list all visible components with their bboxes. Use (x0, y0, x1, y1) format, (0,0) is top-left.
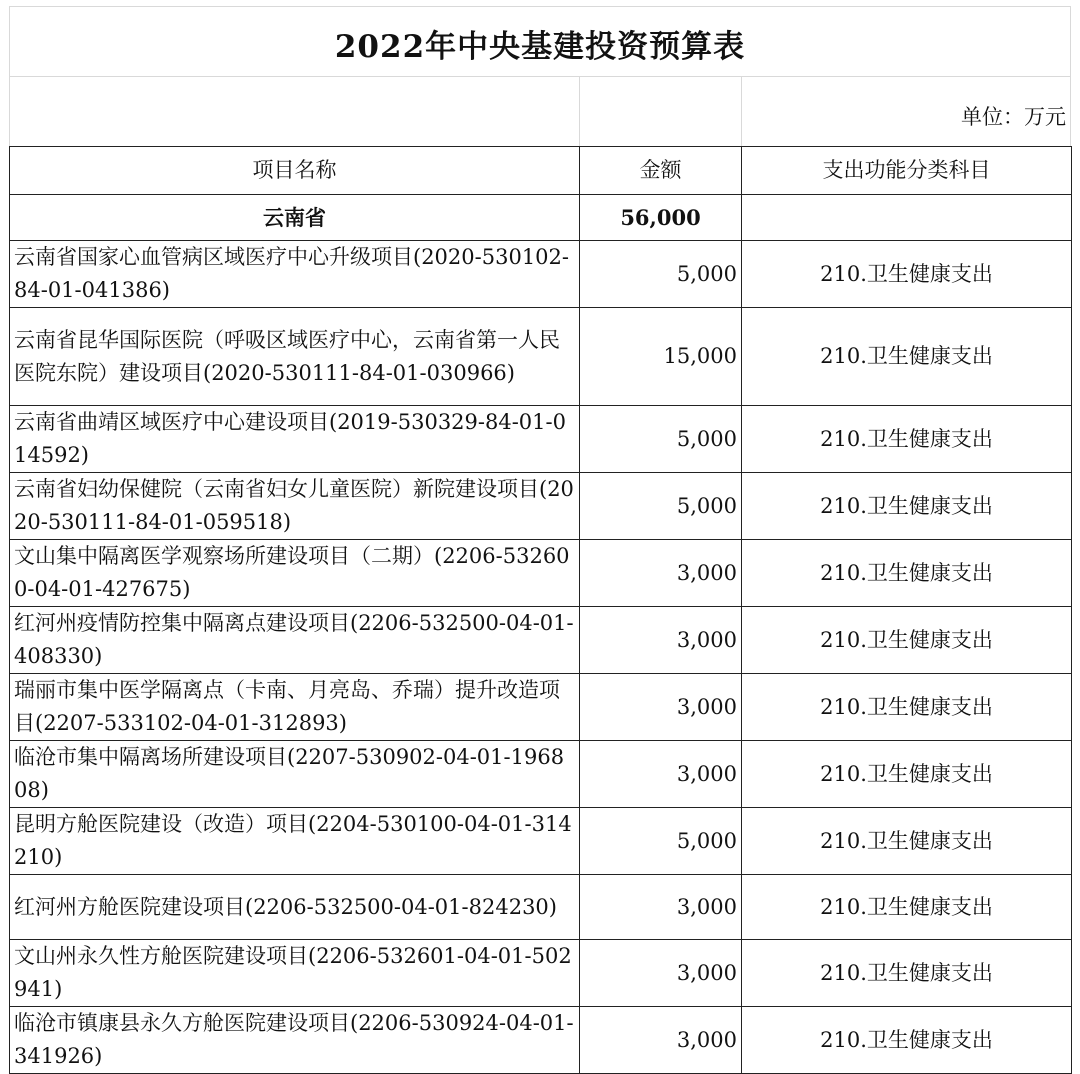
project-category: 210.卫生健康支出 (742, 607, 1072, 674)
project-amount: 5,000 (580, 808, 742, 875)
project-name: 云南省曲靖区域医疗中心建设项目(2019-530329-84-01-014592) (10, 406, 580, 473)
project-amount: 3,000 (580, 875, 742, 940)
project-category: 210.卫生健康支出 (742, 406, 1072, 473)
table-row (10, 940, 1072, 1007)
unit-label: 单位：万元 (961, 105, 1066, 129)
project-category: 210.卫生健康支出 (742, 241, 1072, 308)
project-name: 云南省妇幼保健院（云南省妇女儿童医院）新院建设项目(2020-530111-84-01-059518) (10, 473, 580, 540)
project-category: 210.卫生健康支出 (742, 674, 1072, 741)
grid-divider (741, 77, 742, 146)
project-amount: 3,000 (580, 607, 742, 674)
province-name: 云南省 (10, 195, 580, 241)
table-row (10, 406, 1072, 473)
page-title: 2022年中央基建投资预算表 (334, 29, 746, 65)
project-amount: 5,000 (580, 406, 742, 473)
project-name: 临沧市镇康县永久方舱医院建设项目(2206-530924-04-01-341926) (10, 1007, 580, 1074)
header-amount: 金额 (580, 147, 742, 195)
table-row (10, 241, 1072, 308)
project-category: 210.卫生健康支出 (742, 473, 1072, 540)
table-row (10, 875, 1072, 940)
project-category: 210.卫生健康支出 (742, 540, 1072, 607)
project-category: 210.卫生健康支出 (742, 808, 1072, 875)
province-total-row (10, 195, 1072, 241)
grid-divider (579, 77, 580, 146)
table-row (10, 607, 1072, 674)
title-row (9, 6, 1071, 77)
project-name: 瑞丽市集中医学隔离点（卡南、月亮岛、乔瑞）提升改造项目(2207-533102-04-01-312893) (10, 674, 580, 741)
project-name: 云南省国家心血管病区域医疗中心升级项目(2020-530102-84-01-041386) (10, 241, 580, 308)
table-row (10, 473, 1072, 540)
project-category: 210.卫生健康支出 (742, 1007, 1072, 1074)
table-row (10, 540, 1072, 607)
header-name: 项目名称 (10, 147, 580, 195)
project-amount: 3,000 (580, 674, 742, 741)
project-category: 210.卫生健康支出 (742, 741, 1072, 808)
budget-table (9, 146, 1072, 1074)
project-category: 210.卫生健康支出 (742, 940, 1072, 1007)
province-amount: 56,000 (580, 195, 742, 241)
project-amount: 3,000 (580, 540, 742, 607)
project-amount: 3,000 (580, 940, 742, 1007)
project-amount: 15,000 (580, 308, 742, 406)
project-name: 昆明方舱医院建设（改造）项目(2204-530100-04-01-314210) (10, 808, 580, 875)
project-amount: 3,000 (580, 741, 742, 808)
project-name: 文山集中隔离医学观察场所建设项目（二期）(2206-532600-04-01-427675) (10, 540, 580, 607)
project-name: 文山州永久性方舱医院建设项目(2206-532601-04-01-502941) (10, 940, 580, 1007)
table-header-row (10, 147, 1072, 195)
header-category: 支出功能分类科目 (742, 147, 1072, 195)
project-name: 云南省昆华国际医院（呼吸区域医疗中心，云南省第一人民医院东院）建设项目(2020-530111-84-01-030966) (10, 308, 580, 406)
table-row (10, 674, 1072, 741)
project-category: 210.卫生健康支出 (742, 308, 1072, 406)
table-row (10, 1007, 1072, 1074)
project-name: 临沧市集中隔离场所建设项目(2207-530902-04-01-196808) (10, 741, 580, 808)
table-row (10, 308, 1072, 406)
project-amount: 5,000 (580, 473, 742, 540)
project-amount: 3,000 (580, 1007, 742, 1074)
project-category: 210.卫生健康支出 (742, 875, 1072, 940)
unit-row (9, 77, 1071, 146)
table-row (10, 808, 1072, 875)
project-amount: 5,000 (580, 241, 742, 308)
project-name: 红河州方舱医院建设项目(2206-532500-04-01-824230) (10, 875, 580, 940)
table-row (10, 741, 1072, 808)
project-name: 红河州疫情防控集中隔离点建设项目(2206-532500-04-01-408330) (10, 607, 580, 674)
province-category (742, 195, 1072, 241)
